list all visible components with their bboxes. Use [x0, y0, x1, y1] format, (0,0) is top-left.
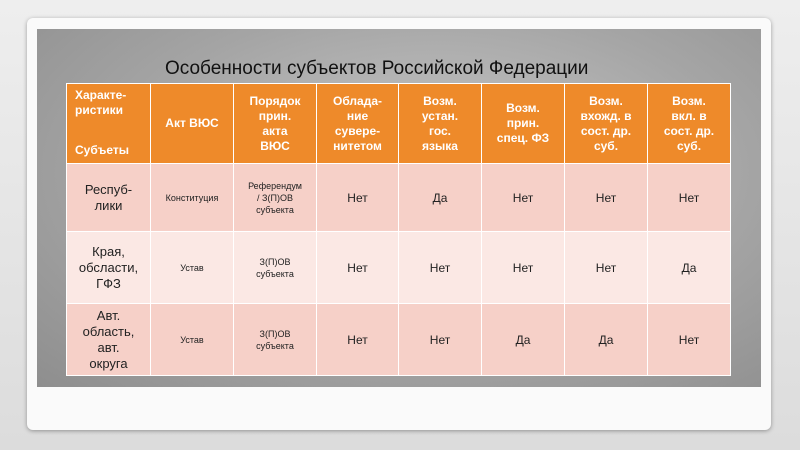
row-act: Конституция — [151, 164, 234, 232]
row-subject: Респуб- лики — [67, 164, 151, 232]
row-act: Устав — [151, 304, 234, 376]
row-value: Нет — [482, 232, 565, 304]
header-cell: Порядок прин. акта ВЮС — [234, 84, 317, 164]
row-value: Нет — [399, 232, 482, 304]
row-value: Нет — [317, 164, 399, 232]
row-order: З(П)ОВ субъекта — [234, 304, 317, 376]
row-value: Нет — [317, 232, 399, 304]
table-header-row — [67, 84, 731, 164]
row-value: Нет — [317, 304, 399, 376]
header-cell: Возм. устан. гос. языка — [399, 84, 482, 164]
slide-title: Особенности субъектов Российской Федерации — [165, 58, 589, 79]
header-characteristics-label: Характе- ристики — [75, 88, 127, 117]
subjects-table — [66, 83, 731, 376]
table-row — [67, 304, 731, 376]
header-cell: Облада- ние сувере- нитетом — [317, 84, 399, 164]
row-value: Нет — [565, 164, 648, 232]
row-value: Да — [648, 232, 731, 304]
header-cell: Возм. вхожд. в сост. др. суб. — [565, 84, 648, 164]
row-order: З(П)ОВ субъекта — [234, 232, 317, 304]
row-act: Устав — [151, 232, 234, 304]
row-value: Нет — [399, 304, 482, 376]
row-value: Нет — [482, 164, 565, 232]
row-value: Да — [565, 304, 648, 376]
row-value: Нет — [648, 164, 731, 232]
header-cell: Возм. прин. спец. ФЗ — [482, 84, 565, 164]
header-cell: Возм. вкл. в сост. др. суб. — [648, 84, 731, 164]
header-subjects-label: Субъеты — [75, 143, 129, 157]
row-order: Референдум / З(П)ОВ субъекта — [234, 164, 317, 232]
row-value: Да — [399, 164, 482, 232]
table-row — [67, 232, 731, 304]
row-value: Да — [482, 304, 565, 376]
row-subject: Края, обсласти, ГФЗ — [67, 232, 151, 304]
row-value: Нет — [648, 304, 731, 376]
header-cell: Акт ВЮС — [151, 84, 234, 164]
row-subject: Авт. область, авт. округа — [67, 304, 151, 376]
row-value: Нет — [565, 232, 648, 304]
header-cell-characteristics — [67, 84, 151, 164]
table-row — [67, 164, 731, 232]
